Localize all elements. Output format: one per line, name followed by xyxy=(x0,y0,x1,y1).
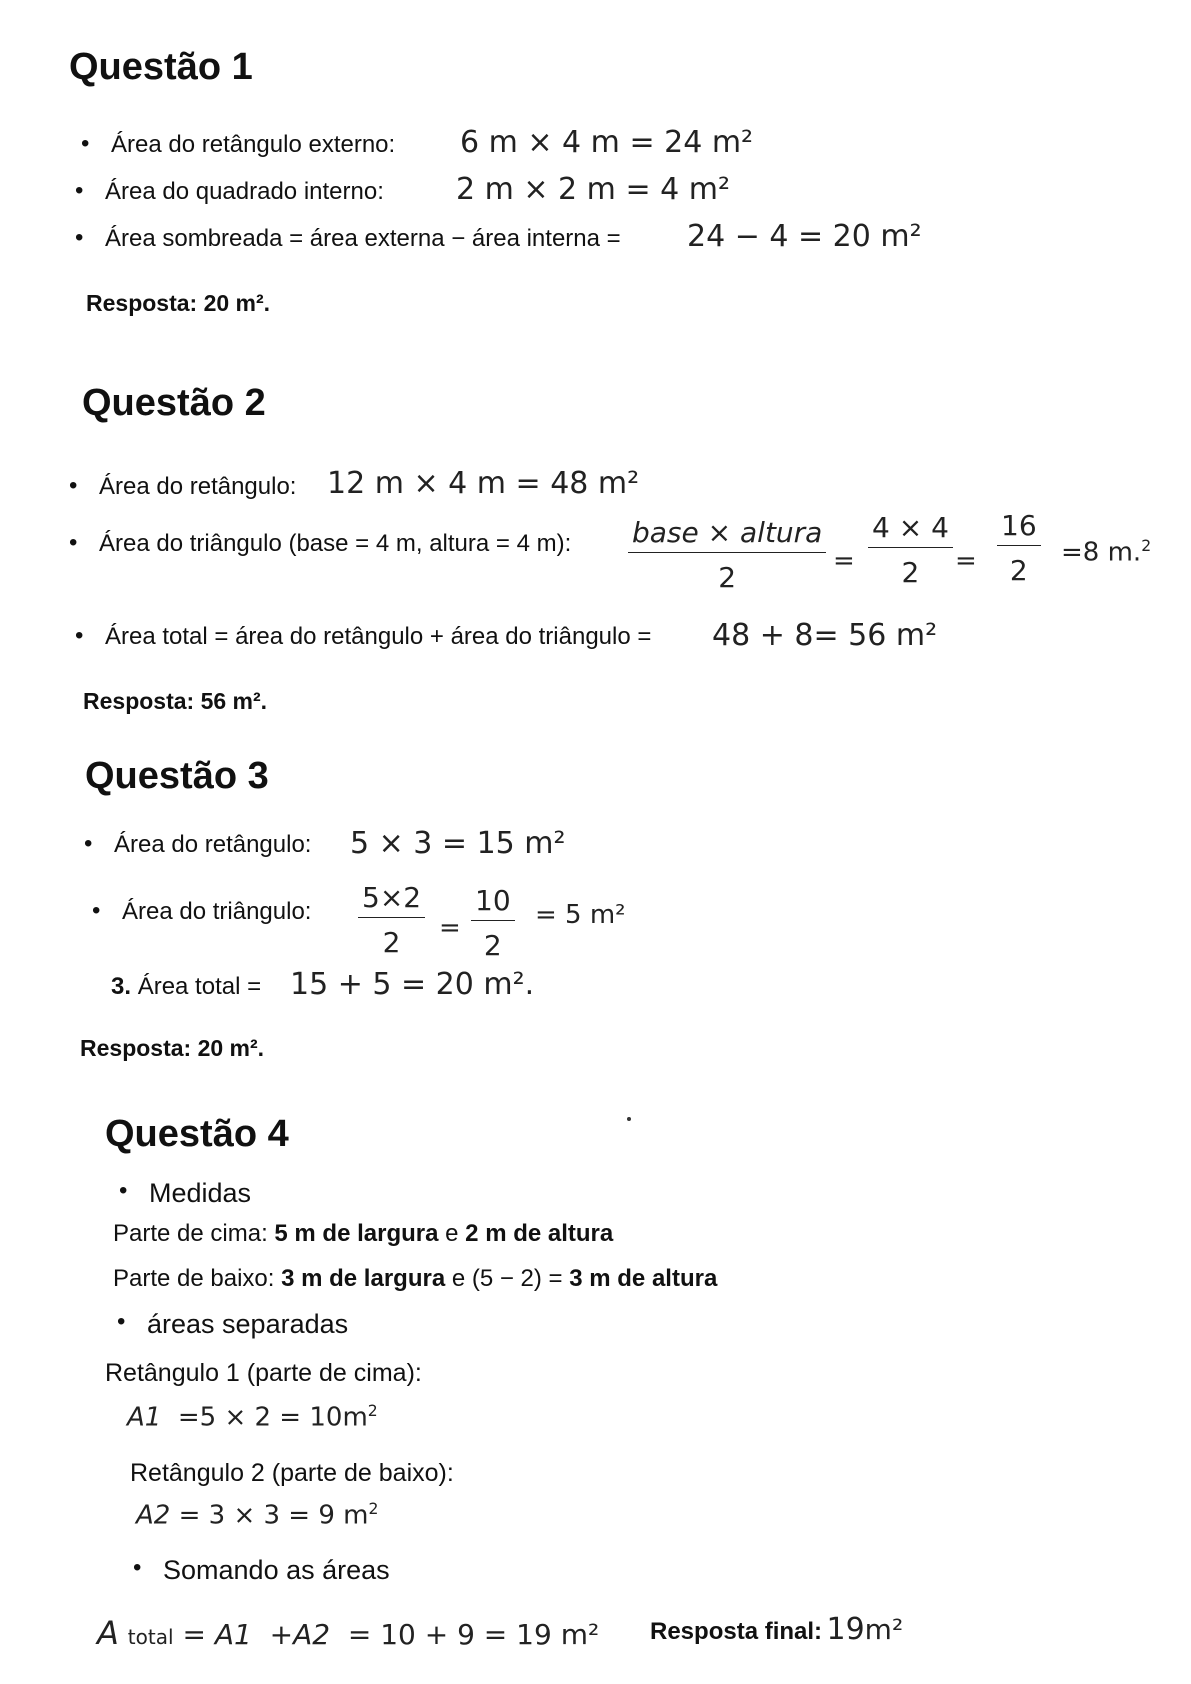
stray-dot xyxy=(627,1117,631,1121)
q2-item-expr: 12 m × 4 m = 48 m² xyxy=(327,466,640,501)
q3-fraction-den: 2 xyxy=(483,928,502,962)
q4-total-rest: = 10 + 9 = 19 m² xyxy=(347,1618,600,1651)
q3-item-total xyxy=(111,973,261,1001)
q3-fraction-num: 5×2 xyxy=(358,881,425,918)
q1-item-label: Área do retângulo externo: xyxy=(111,131,396,158)
q4-total-a2: A2 xyxy=(293,1618,331,1651)
q4-r1-label: Retângulo 1 (parte de cima): xyxy=(105,1359,422,1387)
q4-r2-expr: = 3 × 3 = 9 xyxy=(178,1500,335,1531)
q1-answer: Resposta: 20 m². xyxy=(86,290,271,316)
q2-item-total xyxy=(105,623,651,651)
q3-item-expr: 5 × 3 = 15 m² xyxy=(350,826,566,861)
q1-item-expr: 2 m × 2 m = 4 m² xyxy=(456,172,730,207)
q4-r1-sup: 2 xyxy=(367,1402,378,1420)
q4-bullet-areas: • áreas separadas xyxy=(147,1309,348,1340)
q4-bullet-medidas: • Medidas xyxy=(149,1178,251,1209)
q3-item-label: Área total = xyxy=(137,973,262,1000)
q2-result-sup: 2 xyxy=(1141,537,1152,555)
q1-item-inner-square xyxy=(105,178,384,206)
q4-total-eq: = xyxy=(182,1618,206,1651)
q4-bottom-part xyxy=(113,1265,717,1293)
q2-equals: = xyxy=(833,546,855,576)
q4-bottom-conj: e (5 − 2) = xyxy=(451,1265,563,1292)
q2-triangle-result xyxy=(1061,537,1151,568)
q4-r1-var: A1 xyxy=(127,1402,162,1433)
q2-result-text: =8 m. xyxy=(1061,537,1142,568)
q3-triangle-result: = 5 m² xyxy=(535,900,626,930)
q4-top-width: 5 m de largura xyxy=(274,1220,439,1247)
q2-item-label: Área do triângulo (base = 4 m, altura = 4 m): xyxy=(99,530,572,557)
q4-r2-var: A2 xyxy=(136,1500,171,1531)
q3-item-number: 3. xyxy=(111,973,132,1000)
q2-title: Questão 2 xyxy=(82,382,266,424)
q4-bullet-somando: • Somando as áreas xyxy=(163,1555,390,1586)
q1-item-label: Área sombreada = área externa − área interna = xyxy=(105,225,621,252)
q4-top-part xyxy=(113,1220,613,1248)
q4-r2-sup: 2 xyxy=(368,1500,379,1518)
q2-fraction-num: 16 xyxy=(997,509,1041,546)
q1-item-expr: 6 m × 4 m = 24 m² xyxy=(460,125,754,160)
q4-r2-label: Retângulo 2 (parte de baixo): xyxy=(130,1459,454,1487)
q4-top-conj: e xyxy=(445,1220,459,1247)
q3-fraction-num: 10 xyxy=(471,884,515,921)
q4-bottom-height: 3 m de altura xyxy=(569,1265,718,1292)
q2-fraction-values xyxy=(868,511,953,589)
q3-item-label: Área do triângulo: xyxy=(122,898,312,925)
q2-fraction-den: 2 xyxy=(718,560,737,594)
q1-item-shaded xyxy=(105,225,621,253)
q1-item-outer-rect xyxy=(111,131,395,159)
q4-total-plus: + xyxy=(269,1618,294,1651)
q4-r1-formula xyxy=(127,1402,378,1433)
q2-item-label: Área do retângulo: xyxy=(99,473,297,500)
q2-fraction-num: 4 × 4 xyxy=(868,511,953,548)
q4-title: Questão 4 xyxy=(105,1113,289,1155)
q3-title: Questão 3 xyxy=(85,755,269,797)
q3-item-rect xyxy=(114,831,311,859)
q2-fraction-den: 2 xyxy=(901,555,920,589)
q2-fraction-formula xyxy=(628,516,826,594)
q3-fraction-den: 2 xyxy=(382,925,401,959)
q2-fraction-num: base × altura xyxy=(628,516,826,553)
q3-item-label: Área do retângulo: xyxy=(114,831,312,858)
q4-r2-formula xyxy=(136,1500,378,1531)
q3-item-triangle xyxy=(122,898,311,926)
q2-item-rect xyxy=(99,473,296,501)
q3-equals: = xyxy=(439,913,461,943)
q2-fraction-den: 2 xyxy=(1009,553,1028,587)
q4-final-label: Resposta final: xyxy=(650,1618,823,1645)
q3-item-expr: 15 + 5 = 20 m². xyxy=(290,967,535,1002)
q4-final-answer xyxy=(650,1612,903,1647)
q3-fraction-values xyxy=(471,884,515,962)
q1-item-expr: 24 − 4 = 20 m² xyxy=(687,219,922,254)
q4-final-unit: m² xyxy=(864,1613,904,1646)
q4-r1-expr: =5 × 2 = 10 xyxy=(177,1402,343,1433)
q3-answer: Resposta: 20 m². xyxy=(80,1035,265,1061)
q4-total-sub: total xyxy=(127,1625,174,1649)
q4-top-lead: Parte de cima: xyxy=(113,1220,268,1247)
q2-item-triangle xyxy=(99,530,571,558)
q4-total-formula xyxy=(97,1614,599,1652)
q2-equals: = xyxy=(955,546,977,576)
q4-bottom-width: 3 m de largura xyxy=(281,1265,446,1292)
q1-title: Questão 1 xyxy=(69,46,253,88)
q4-bottom-lead: Parte de baixo: xyxy=(113,1265,275,1292)
q4-top-height: 2 m de altura xyxy=(465,1220,614,1247)
q2-item-expr: 48 + 8= 56 m² xyxy=(712,618,938,653)
q4-total-a: A xyxy=(97,1614,119,1652)
q4-total-a1: A1 xyxy=(214,1618,252,1651)
q4-r1-unit: m xyxy=(342,1402,368,1433)
q4-r2-unit: m xyxy=(343,1500,369,1531)
q2-fraction-result xyxy=(997,509,1041,587)
q2-item-label: Área total = área do retângulo + área do triângulo = xyxy=(105,623,652,650)
q4-final-value: 19 xyxy=(826,1612,865,1647)
q2-answer: Resposta: 56 m². xyxy=(83,688,268,714)
q3-fraction-formula xyxy=(358,881,425,959)
q1-item-label: Área do quadrado interno: xyxy=(105,178,384,205)
